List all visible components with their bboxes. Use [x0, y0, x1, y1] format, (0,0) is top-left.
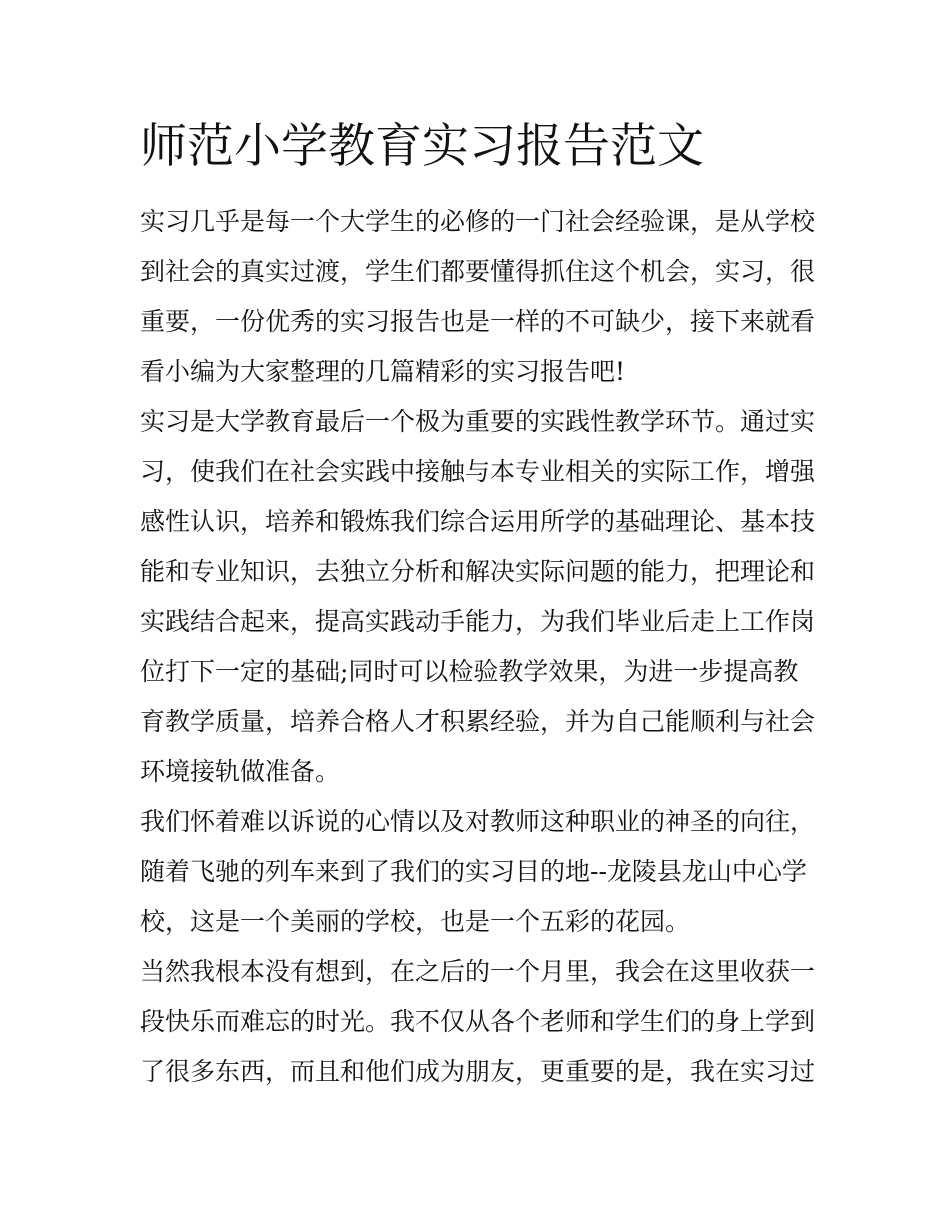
paragraph-line: 当然我根本没有想到，在之后的一个月里，我会在这里收获一	[140, 957, 816, 986]
paragraph-line: 实习是大学教育最后一个极为重要的实践性教学环节。通过实	[140, 407, 816, 436]
paragraph-line: 实习几乎是每一个大学生的必修的一门社会经验课，是从学校	[140, 207, 816, 236]
paragraph-line: 能和专业知识，去独立分析和解决实际问题的能力，把理论和	[140, 557, 816, 586]
paragraph-line: 看小编为大家整理的几篇精彩的实习报告吧!	[140, 357, 626, 386]
document-body	[140, 204, 820, 1104]
paragraph-line: 到社会的真实过渡，学生们都要懂得抓住这个机会，实习，很	[140, 257, 816, 286]
paragraph-line: 随着飞驰的列车来到了我们的实习目的地--龙陵县龙山中心学	[140, 857, 807, 886]
paragraph-line: 位打下一定的基础;同时可以检验教学效果，为进一步提高教	[140, 657, 799, 686]
paragraph-line: 习，使我们在社会实践中接触与本专业相关的实际工作，增强	[140, 457, 816, 486]
paragraph-line: 感性认识，培养和锻炼我们综合运用所学的基础理论、基本技	[140, 507, 816, 536]
document-title: 师范小学教育实习报告范文	[140, 119, 704, 174]
paragraph-experience	[140, 954, 820, 1104]
paragraph-line: 我们怀着难以诉说的心情以及对教师这种职业的神圣的向往，	[140, 807, 816, 836]
paragraph-line: 育教学质量，培养合格人才积累经验，并为自己能顺利与社会	[140, 707, 816, 736]
paragraph-arrival	[140, 804, 820, 954]
paragraph-line: 重要，一份优秀的实习报告也是一样的不可缺少，接下来就看	[140, 307, 816, 336]
paragraph-line: 校，这是一个美丽的学校，也是一个五彩的花园。	[140, 907, 691, 936]
paragraph-line: 段快乐而难忘的时光。我不仅从各个老师和学生们的身上学到	[140, 1007, 816, 1036]
paragraph-line: 了很多东西，而且和他们成为朋友，更重要的是，我在实习过	[140, 1057, 816, 1086]
paragraph-line: 环境接轨做准备。	[140, 757, 341, 786]
paragraph-intro	[140, 204, 820, 404]
paragraph-purpose	[140, 404, 820, 804]
paragraph-line: 实践结合起来，提高实践动手能力，为我们毕业后走上工作岗	[140, 607, 816, 636]
